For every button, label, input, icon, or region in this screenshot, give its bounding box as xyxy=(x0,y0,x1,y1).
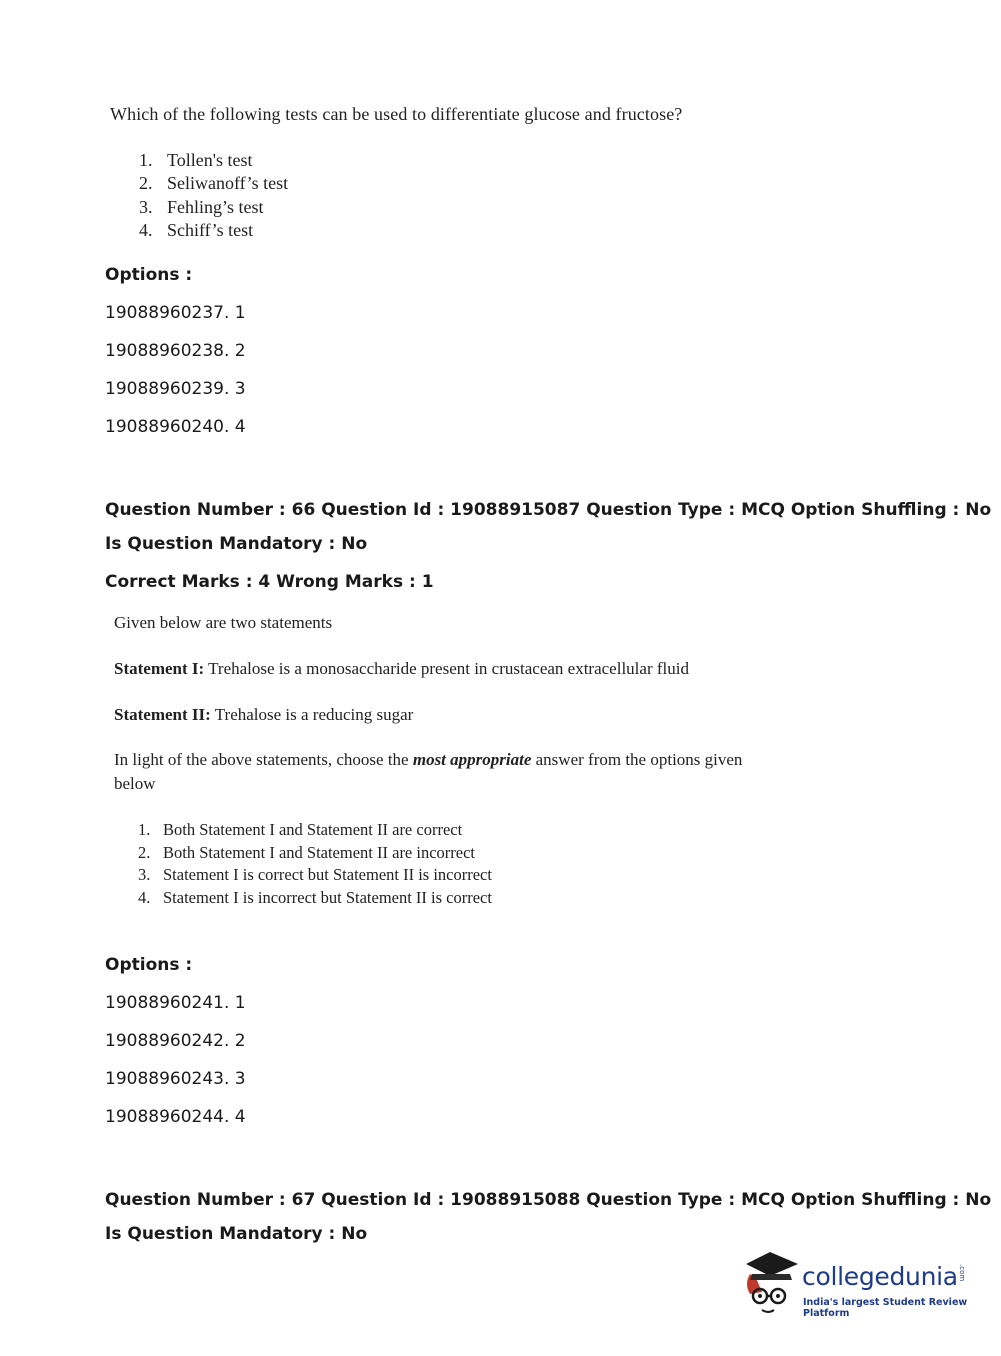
options-label: Options : xyxy=(105,955,193,975)
choice-item xyxy=(138,865,492,885)
logo-wordmark: collegedunia xyxy=(802,1262,958,1291)
instruction xyxy=(114,750,742,770)
option-line: 19088960243. 3 xyxy=(105,1069,246,1089)
choice-text: Both Statement I and Statement II are incorrect xyxy=(163,843,476,862)
logo-tagline: India's largest Student Review Platform xyxy=(803,1297,968,1319)
choice-number: 1. xyxy=(139,150,153,170)
statement-two xyxy=(114,705,413,725)
option-line: 19088960240. 4 xyxy=(105,417,246,437)
choice-text: Schiff’s test xyxy=(167,220,254,240)
option-line: 19088960242. 2 xyxy=(105,1031,246,1051)
question-marks: Correct Marks : 4 Wrong Marks : 1 xyxy=(105,572,434,592)
choice-number: 2. xyxy=(138,843,151,862)
statement-two-text: Trehalose is a reducing sugar xyxy=(210,705,414,724)
choice-number: 3. xyxy=(138,865,151,884)
choice-text: Statement I is correct but Statement II is incorrect xyxy=(163,865,492,884)
statement-intro: Given below are two statements xyxy=(114,613,333,632)
option-line: 19088960238. 2 xyxy=(105,341,246,361)
choice-item xyxy=(138,888,492,908)
instruction-line-two: below xyxy=(114,774,156,793)
mascot-icon xyxy=(740,1250,802,1320)
choice-item xyxy=(138,843,475,863)
question-header: Question Number : 66 Question Id : 19088915087 Question Type : MCQ Option Shuffling : No xyxy=(105,500,992,520)
collegedunia-logo xyxy=(740,1250,970,1320)
instruction-post: answer from the options given xyxy=(531,750,743,769)
choice-number: 4. xyxy=(138,888,151,907)
question-mandatory: Is Question Mandatory : No xyxy=(105,1224,368,1244)
statement-two-label: Statement II: xyxy=(114,705,211,724)
instruction-emphasis: most appropriate xyxy=(412,750,532,769)
choice-text: Both Statement I and Statement II are correct xyxy=(163,820,463,839)
instruction-pre: In light of the above statements, choose the xyxy=(114,750,413,769)
statement-one xyxy=(114,659,689,679)
choice-text: Tollen's test xyxy=(167,150,253,170)
choice-item xyxy=(138,820,462,840)
choice-item xyxy=(139,150,252,171)
choice-text: Fehling’s test xyxy=(167,197,264,217)
choice-item xyxy=(139,197,264,218)
choice-item xyxy=(139,173,288,194)
option-line: 19088960237. 1 xyxy=(105,303,246,323)
choice-number: 1. xyxy=(138,820,151,839)
statement-one-text: Trehalose is a monosaccharide present in crustacean extracellular fluid xyxy=(204,659,689,678)
option-line: 19088960239. 3 xyxy=(105,379,246,399)
choice-number: 4. xyxy=(139,220,153,240)
option-line: 19088960241. 1 xyxy=(105,993,246,1013)
choice-text: Statement I is incorrect but Statement II is correct xyxy=(163,888,492,907)
question-mandatory: Is Question Mandatory : No xyxy=(105,534,368,554)
choice-item xyxy=(139,220,253,241)
choice-text: Seliwanoff’s test xyxy=(167,173,289,193)
option-line: 19088960244. 4 xyxy=(105,1107,246,1127)
question-text: Which of the following tests can be used to differentiate glucose and fructose? xyxy=(110,104,683,124)
choice-number: 3. xyxy=(139,197,153,217)
choice-number: 2. xyxy=(139,173,153,193)
statement-one-label: Statement I: xyxy=(114,659,205,678)
question-header: Question Number : 67 Question Id : 19088915088 Question Type : MCQ Option Shuffling : No xyxy=(105,1190,992,1210)
logo-suffix: .com xyxy=(958,1264,966,1282)
options-label: Options : xyxy=(105,265,193,285)
